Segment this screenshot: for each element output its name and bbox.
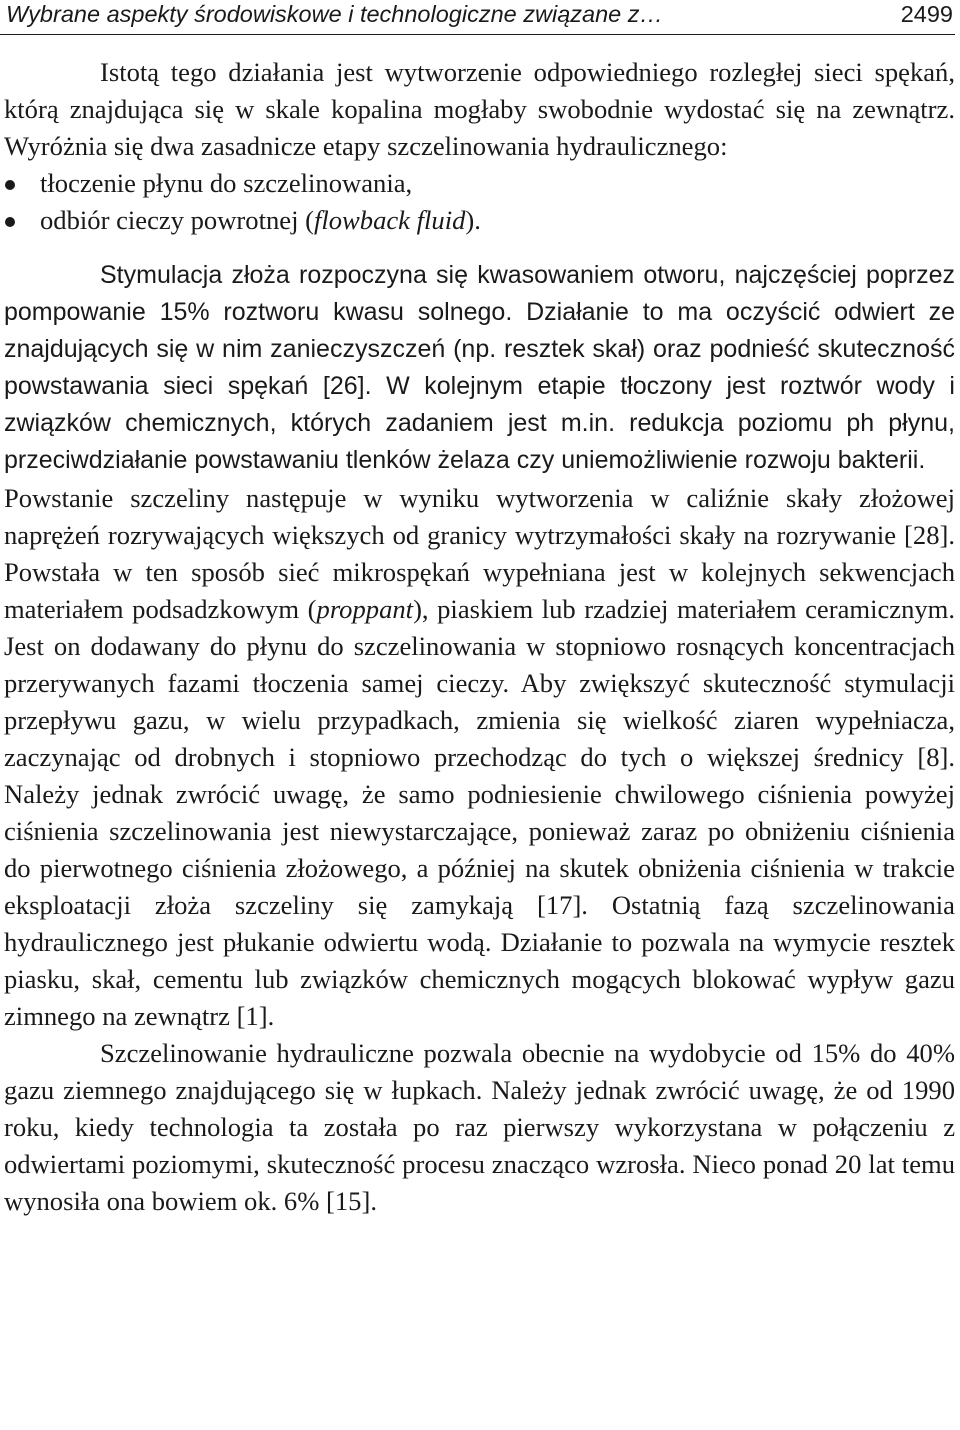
- running-header: [0, 0, 955, 35]
- paragraph-intro: Istotą tego działania jest wytworzenie odpowiedniego rozległej sieci spękań, którą znajdująca się w skale kopalina mogłaby swobodnie wydostać się na zewnątrz. Wyróżnia się dwa zasadnicze etapy szczelinowania hydraulicznego:: [4, 57, 955, 162]
- bullet-icon: [5, 217, 15, 227]
- paragraph-stimulation: Stymulacja złoża rozpoczyna się kwasowaniem otworu, najczęściej poprzez pompowanie 15% roztworu kwasu solnego. Działanie to ma oczyścić odwiert ze znajdujących się w nim zanieczyszczeń (np. resztek skał) oraz podnieść skuteczność powstawania sieci spękań [26]. W kolejnym etapie tłoczony jest roztwór wody i związków chemicznych, których zadaniem jest m.in. redukcja poziomu ph płynu, przeciwdziałanie powstawaniu tlenków żelaza czy uniemożliwienie rozwoju bakterii.: [4, 261, 955, 475]
- list-item: [4, 165, 955, 202]
- running-title: Wybrane aspekty środowiskowe i technologiczne związane z…: [6, 1, 664, 27]
- paragraph-fracture: [4, 480, 955, 1036]
- proppant-term: proppant: [316, 593, 414, 624]
- page-number: 2499: [900, 1, 953, 27]
- list-item-text: tłoczenie płynu do szczelinowania,: [40, 168, 413, 199]
- list-item-text-after: ).: [465, 205, 481, 236]
- list-item-text-before: odbiór cieczy powrotnej (: [40, 205, 314, 236]
- stages-list: [4, 165, 955, 239]
- paragraph-fracture-text-1: Powstanie szczeliny następuje w wyniku wytworzenia w caliźnie skały złożowej naprężeń rozrywających większych od granicy wytrzymałości skały na rozrywanie [28]. Powstała w ten sposób sieć mikrospękań wypełniana jest w kolejnych sekwencjach materiałem podsadzkowym (: [4, 482, 955, 624]
- bullet-icon: [5, 180, 15, 190]
- page-body: [4, 54, 955, 1220]
- paragraph-fracture-text-2: ), piaskiem lub rzadziej materiałem ceramicznym. Jest on dodawany do płynu do szczelinowania w stopniowo rosnących koncentracjach przerywanych fazami tłoczenia samej cieczy. Aby zwiększyć skuteczność stymulacji przepływu gazu, w wielu przypadkach, zmienia się wielkość ziaren wypełniacza, zaczynając od drobnych i stopniowo przechodząc do tych o większej średnicy [8]. Należy jednak zwrócić uwagę, że samo podniesienie chwilowego ciśnienia powyżej ciśnienia szczelinowania jest niewystarczające, ponieważ zaraz po obniżeniu ciśnienia do pierwotnego ciśnienia złożowego, a później na skutek obniżenia ciśnienia w trakcie eksploatacji złoża szczeliny się zamykają [17]. Ostatnią fazą szczelinowania hydraulicznego jest płukanie odwiertu wodą. Działanie to pozwala na wymycie resztek piasku, skał, cementu lub związków chemicznych mogących blokować wypływ gazu zimnego na zewnątrz [1].: [4, 593, 955, 1032]
- list-item: [4, 202, 955, 239]
- paragraph-efficiency: Szczelinowanie hydrauliczne pozwala obecnie na wydobycie od 15% do 40% gazu ziemnego znajdującego się w łupkach. Należy jednak zwrócić uwagę, że od 1990 roku, kiedy technologia ta została po raz pierwszy wykorzystana w połączeniu z odwiertami poziomymi, skuteczność procesu znacząco wzrosła. Nieco ponad 20 lat temu wynosiła ona bowiem ok. 6% [15].: [4, 1038, 955, 1217]
- list-item-italic-term: flowback fluid: [313, 205, 466, 236]
